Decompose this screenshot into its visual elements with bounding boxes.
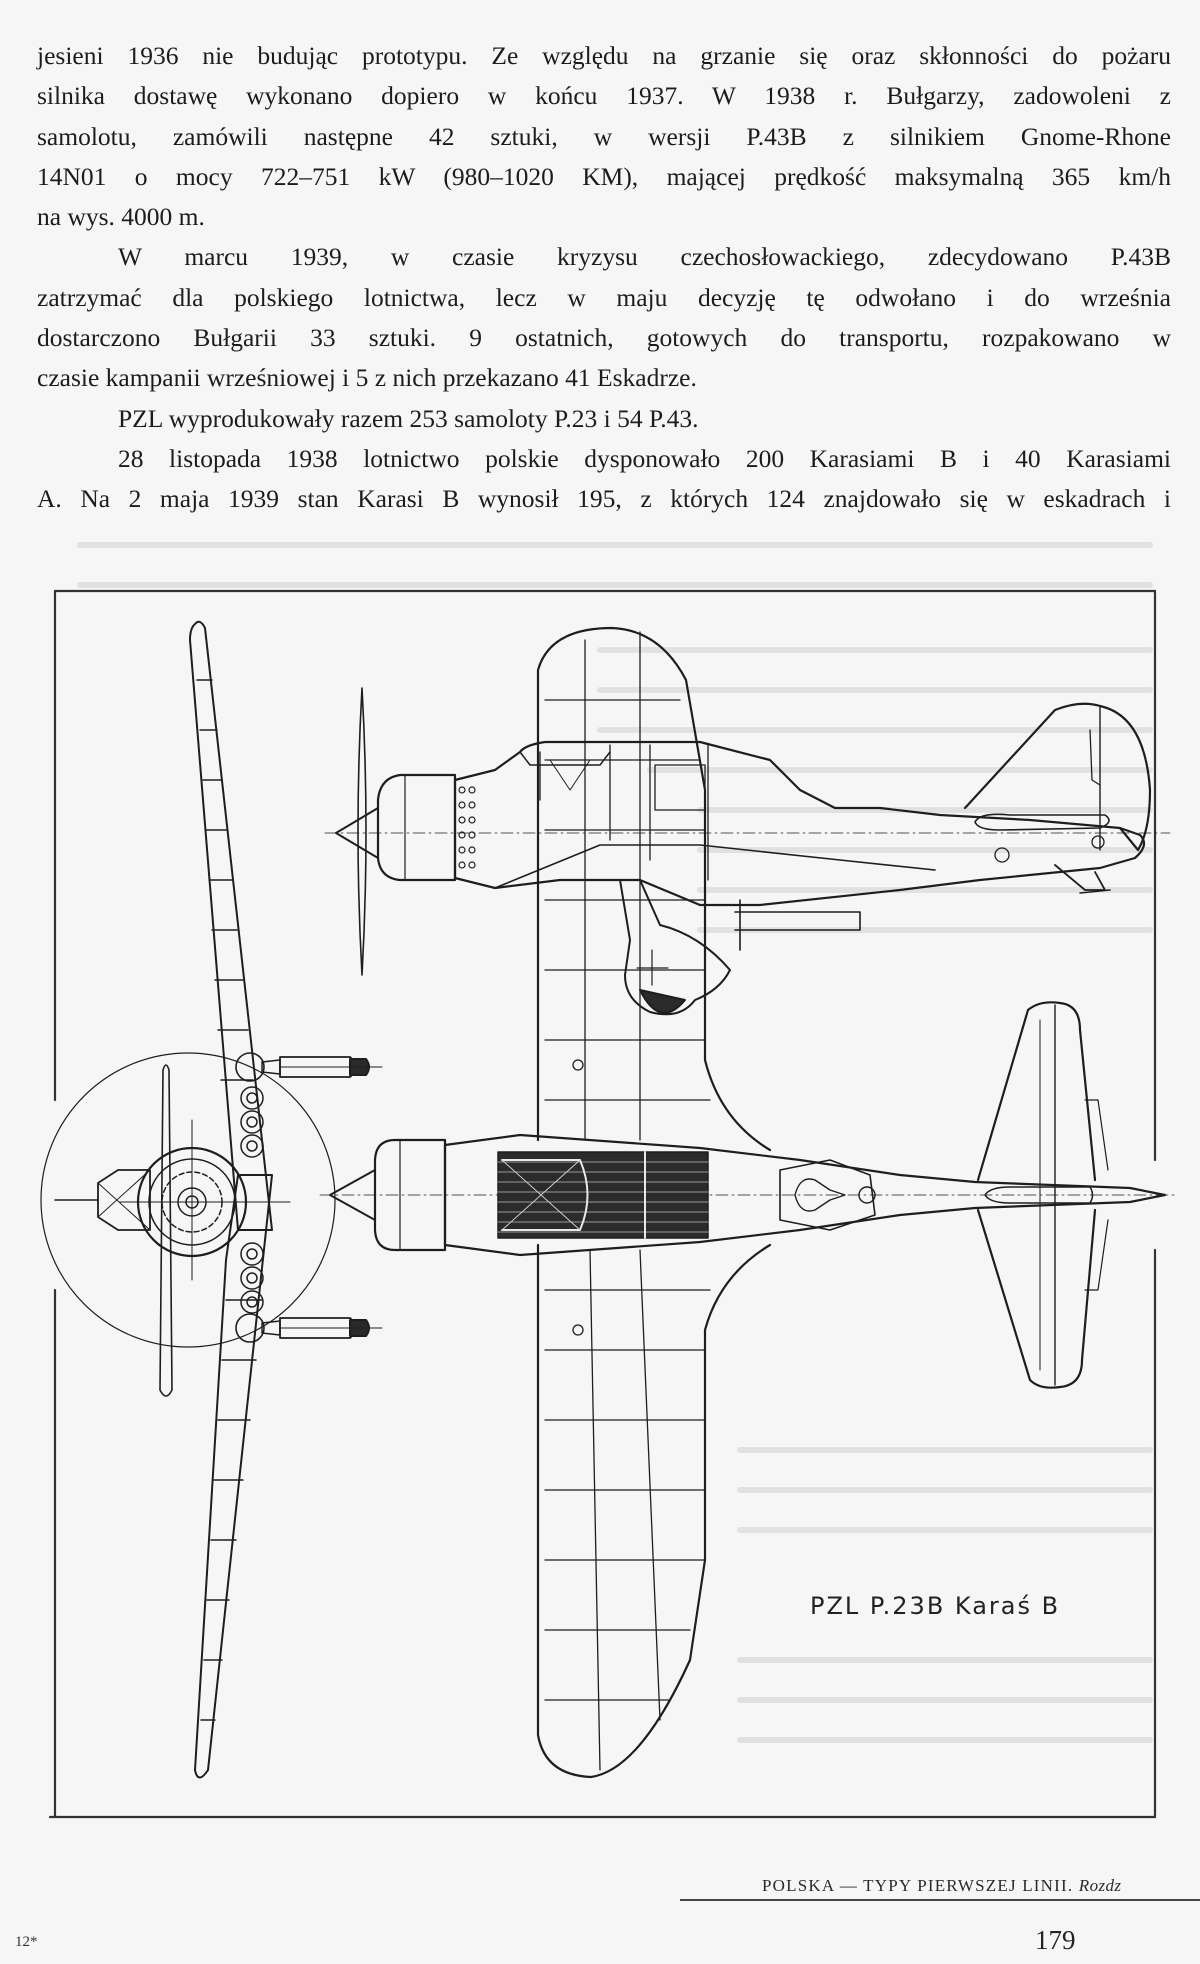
text-line: samolotu, zamówili następne 42 sztuki, w wersji P.43B z silnikiem Gnome-Rhone <box>37 121 1171 151</box>
signature-mark: 12* <box>15 1934 38 1950</box>
text-line: W marcu 1939, w czasie kryzysu czechosłowackiego, zdecydowano P.43B <box>118 242 1171 272</box>
running-head-chapter: Rozdz <box>1078 1876 1122 1895</box>
text-line: silnika dostawę wykonano dopiero w końcu 1937. W 1938 r. Bułgarzy, zadowoleni z <box>37 81 1171 111</box>
text-line: 14N01 o mocy 722–751 kW (980–1020 KM), mającej prędkość maksymalną 365 km/h <box>37 161 1171 191</box>
text-line: jesieni 1936 nie budując prototypu. Ze względu na grzanie się oraz skłonności do pożaru <box>37 41 1171 70</box>
running-head-title: POLSKA — TYPY PIERWSZEJ LINII. <box>762 1876 1074 1895</box>
text-line: na wys. 4000 m. <box>37 202 205 232</box>
text-line: PZL wyprodukowały razem 253 samoloty P.23 i 54 P.43. <box>118 403 699 433</box>
text-line: dostarczono Bułgarii 33 sztuki. 9 ostatnich, gotowych do transportu, rozpakowano w <box>37 323 1171 353</box>
page-number: 179 <box>1035 1925 1076 1955</box>
running-head <box>762 1876 1121 1896</box>
bomb-upper <box>236 1053 382 1081</box>
bomb-lower <box>236 1314 382 1342</box>
text-line: czasie kampanii wrześniowej i 5 z nich przekazano 41 Eskadrze. <box>37 363 697 393</box>
text-line: A. Na 2 maja 1939 stan Karasi B wynosił 195, z których 124 znajdowało się w eskadrach i <box>37 484 1171 514</box>
figure-caption: PZL P.23B Karaś B <box>810 1592 1061 1620</box>
text-line: 28 listopada 1938 lotnictwo polskie dysponowało 200 Karasiami B i 40 Karasiami <box>118 443 1171 473</box>
front-view <box>41 622 382 1778</box>
running-head-rule <box>680 1899 1200 1901</box>
text-line: zatrzymać dla polskiego lotnictwa, lecz w maju decyzję tę odwołano i do września <box>37 282 1171 312</box>
